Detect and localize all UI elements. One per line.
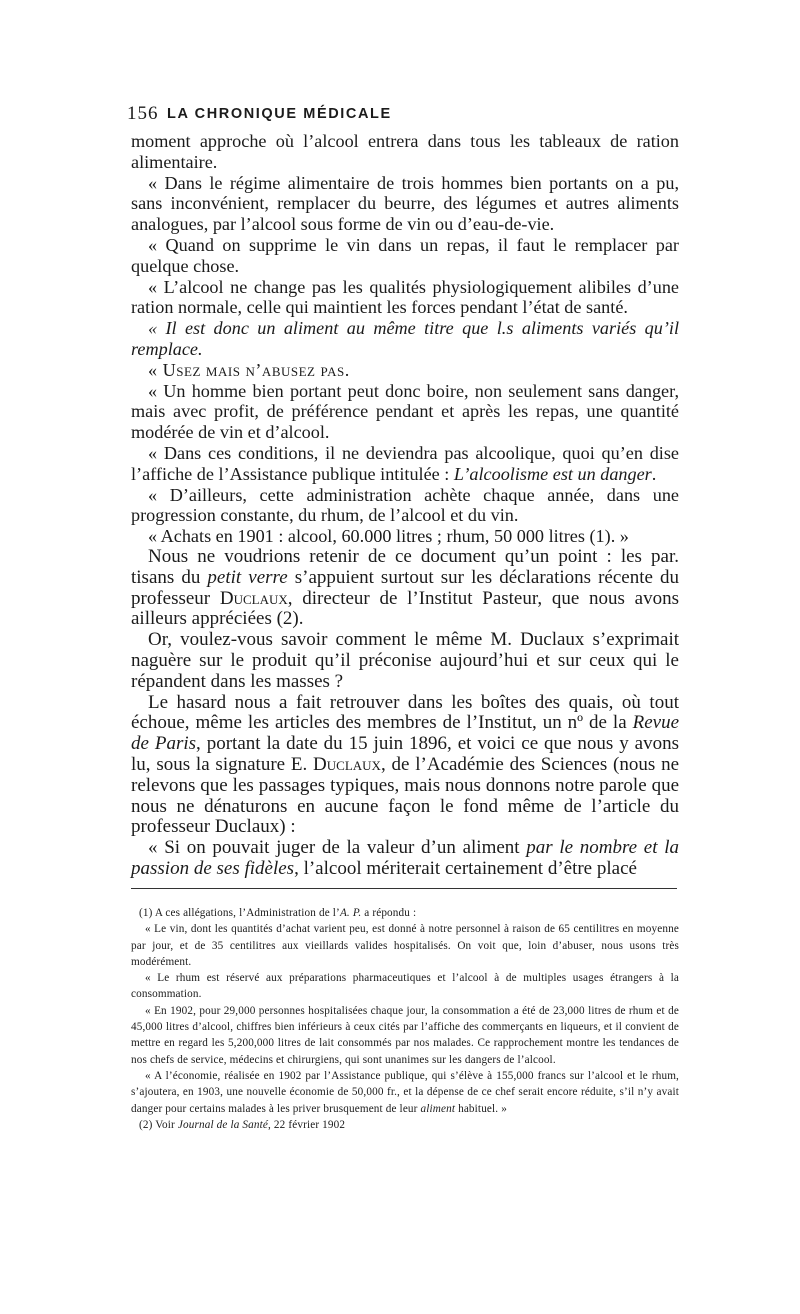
paragraph-11: [131, 547, 679, 630]
paragraph-11-text-2: s’appuient surtout sur les déclarations récente du professeur: [131, 566, 680, 609]
footnote-1-para-3: « En 1902, pour 29,000 personnes hospitalisées chaque jour, la consommation a été de 23,000 litres de rhum et de 45,000 litres d’alcool, chiffres bien inférieurs à ceux cités par l’affiche des commerçants en liqueurs, et il convient de mettre en regard les 5,200,000 litres de lait consommés par nos malades. Ce rapprochement montre les tendances de nos chefs de service, médecins et chirurgiens, qui sont unanimes sur les dangers de l’alcool.: [131, 1004, 679, 1066]
page-number: 156: [127, 103, 159, 124]
petit-verre: petit verre: [207, 566, 288, 588]
paragraph-6: « Usez mais n’abusez pas.: [148, 359, 350, 380]
footnote-1-end: a répondu :: [361, 907, 417, 919]
footnote-1-abbr: A. P.: [339, 907, 362, 919]
page-header: [127, 103, 687, 129]
journal-title: Revue de Paris: [131, 712, 679, 755]
paragraph-9: « D’ailleurs, cette administration achète chaque année, dans une progression constante, du rhum, de l’alcool et du vin.: [131, 484, 679, 526]
paragraph-3: « Quand on supprime le vin dans un repas, il faut le remplacer par quelque chose.: [131, 234, 679, 276]
poster-title: L’alcoolisme est un danger: [453, 463, 652, 484]
footnote-1-para-1: « Le vin, dont les quantités d’achat varient peu, est donné à notre personnel à raison de 65 centilitres en moyenne par jour, et de 35 centilitres aux vieillards valides hospitalisés. On voit que, loin d’abuser, nous usons très modérément.: [131, 923, 679, 968]
paragraph-11-text-3: , directeur de l’Institut Pasteur, que nous avons ailleurs appréciées (2).: [131, 587, 679, 630]
paragraph-2: « Dans le régime alimentaire de trois hommes bien portants on a pu, sans inconvénient, remplacer du beurre, des légumes et autres aliments analogues, par l’alcool sous forme de vin ou d’eau-de-vie.: [131, 172, 679, 235]
paragraph-10: « Achats en 1901 : alcool, 60.000 litres ; rhum, 50 000 litres (1). »: [148, 526, 629, 547]
paragraph-14-text: « Si on pouvait juger de la valeur d’un aliment: [148, 837, 527, 859]
paragraph-13-text-3: , de l’Académie des Sciences (nous ne relevons que les passages typiques, mais nous donnons notre parole que nous ne dénaturons en aucune façon le fond même de l’article du professeur Duclaux) :: [131, 753, 679, 838]
paragraph-14: [131, 838, 679, 880]
author-name: Duclaux: [219, 587, 288, 609]
footnote-1: [131, 905, 679, 921]
footnote-1-para-4-end: habituel. »: [455, 1102, 507, 1115]
author-name-2: Duclaux: [313, 753, 381, 775]
footnote-2-text: (2) Voir: [139, 1118, 178, 1131]
paragraph-1: moment approche où l’alcool entrera dans tous les tableaux de ration alimentaire.: [131, 131, 679, 172]
paragraph-13-text-2: , portant la date du 15 juin 1896, et voici ce que nous y avons lu, sous la signature E.: [131, 733, 679, 775]
running-title: LA CHRONIQUE MÉDICALE: [167, 106, 392, 122]
paragraph-5: « Il est donc un aliment au même titre que l.s aliments variés qu’il remplace.: [131, 318, 679, 359]
paragraph-8: [131, 443, 679, 485]
paragraph-12: Or, voulez-vous savoir comment le même M. Duclaux s’exprimait naguère sur le produit qu’il préconise aujourd’hui et sur ceux qui le répandent dans les masses ?: [131, 629, 679, 692]
paragraph-8-end: .: [651, 463, 657, 484]
paragraph-8-text: « Dans ces conditions, il ne deviendra pas alcoolique, quoi qu’en dise l’affiche de l’Assistance publique intitulée :: [131, 442, 679, 484]
paragraph-11-text: Nous ne voudrions retenir de ce document qu’un point : les par. tisans du: [131, 545, 679, 588]
body-text: [131, 131, 679, 880]
footnote-1-para-2: « Le rhum est réservé aux préparations pharmaceutiques et l’alcool à de multiples usages étrangers à la consommation.: [131, 972, 679, 1001]
quoted-phrase: par le nombre et la passion de ses fidèles: [131, 837, 679, 879]
footnote-2: [131, 1117, 679, 1133]
footnotes: [131, 905, 679, 1133]
paragraph-14-text-2: , l’alcool mériterait certainement d’être placé: [294, 857, 637, 879]
paragraph-13-text: Le hasard nous a fait retrouver dans les boîtes des quais, où tout échoue, même les articles des membres de l’Institut, un nº de la: [131, 691, 679, 734]
footnote-aliment: aliment: [420, 1102, 456, 1115]
paragraph-7: « Un homme bien portant peut donc boire, non seulement sans danger, mais avec profit, de préférence pendant et après les repas, une quantité modérée de vin et d’alcool.: [131, 380, 679, 443]
footnote-divider: [131, 888, 677, 889]
footnote-2-journal: Journal de la Santé: [177, 1118, 269, 1131]
footnote-1-para-4-text: « A l’économie, réalisée en 1902 par l’Assistance publique, qui s’élève à 155,000 francs sur l’alcool et le rhum, s’ajoutera, en 1903, une nouvelle économie de 50,000 fr., et la dépense de ce chef serait encore réduite, s’il n’y avait danger pour certains malades à les priver brusquement de leur: [131, 1069, 679, 1115]
paragraph-4: « L’alcool ne change pas les qualités physiologiquement alibiles d’une ration normale, celle qui maintient les forces pendant l’état de santé.: [131, 276, 679, 318]
footnote-2-date: , 22 février 1902: [268, 1118, 346, 1131]
footnote-1-text: (1) A ces allégations, l’Administration de l’: [139, 907, 340, 919]
paragraph-13: [131, 693, 679, 839]
footnote-1-para-4: [131, 1068, 679, 1117]
